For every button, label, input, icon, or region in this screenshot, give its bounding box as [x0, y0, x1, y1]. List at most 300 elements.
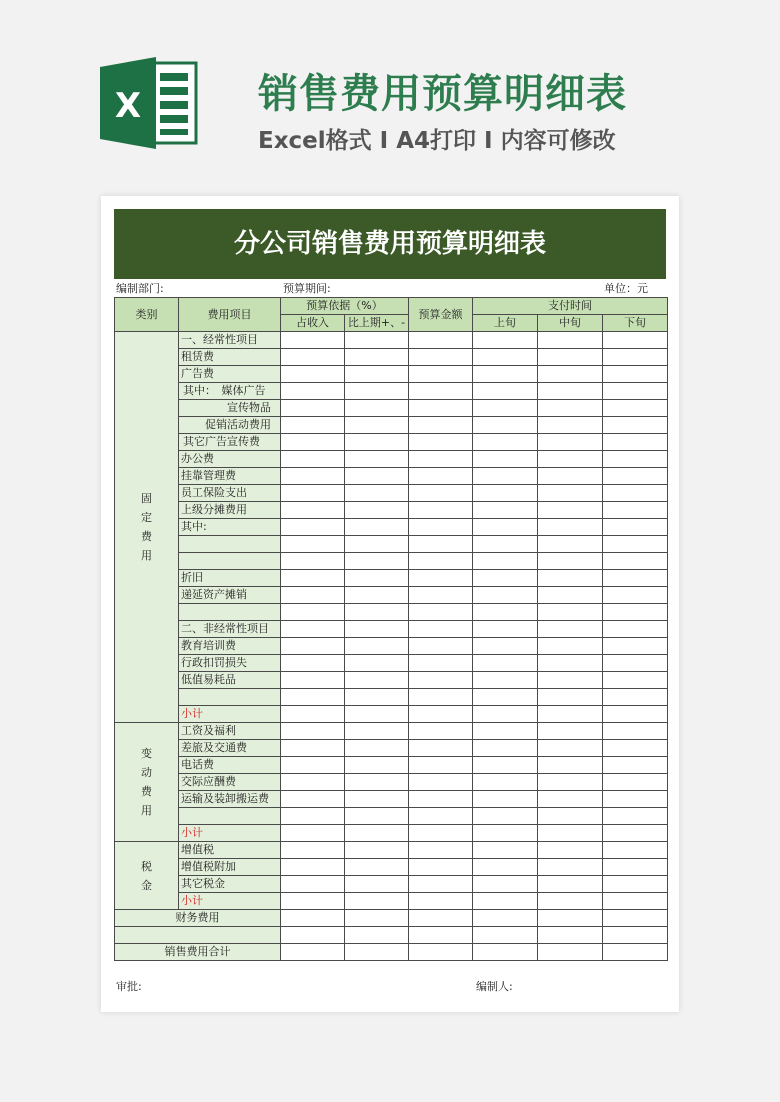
table-row	[115, 842, 668, 859]
table-row	[115, 332, 668, 349]
data-cell[interactable]	[538, 723, 603, 740]
data-cell[interactable]	[409, 638, 473, 655]
data-cell[interactable]	[538, 655, 603, 672]
data-cell[interactable]	[281, 383, 345, 400]
data-cell[interactable]	[603, 927, 668, 944]
data-cell[interactable]	[345, 910, 409, 927]
data-cell[interactable]	[538, 604, 603, 621]
data-cell[interactable]	[473, 706, 538, 723]
col-header-early: 上旬	[473, 315, 538, 332]
data-cell[interactable]	[538, 621, 603, 638]
data-cell[interactable]	[345, 655, 409, 672]
data-cell[interactable]	[603, 468, 668, 485]
data-cell[interactable]	[473, 485, 538, 502]
data-cell[interactable]	[281, 604, 345, 621]
data-cell[interactable]	[281, 859, 345, 876]
data-cell[interactable]	[603, 842, 668, 859]
data-cell[interactable]	[538, 400, 603, 417]
item-label: 其中： 媒体广告	[179, 383, 281, 400]
data-cell[interactable]	[281, 842, 345, 859]
data-cell[interactable]	[603, 859, 668, 876]
data-cell[interactable]	[345, 519, 409, 536]
excel-logo-icon	[100, 55, 198, 151]
data-cell[interactable]	[281, 485, 345, 502]
data-cell[interactable]	[473, 689, 538, 706]
table-row	[115, 502, 668, 519]
data-cell[interactable]	[473, 332, 538, 349]
table-row	[115, 876, 668, 893]
item-label: 挂靠管理费	[179, 468, 281, 485]
data-cell[interactable]	[538, 366, 603, 383]
table-row	[115, 655, 668, 672]
data-cell[interactable]	[473, 825, 538, 842]
data-cell[interactable]	[409, 842, 473, 859]
data-cell[interactable]	[409, 502, 473, 519]
data-cell[interactable]	[345, 672, 409, 689]
table-row	[115, 638, 668, 655]
data-cell[interactable]	[473, 757, 538, 774]
data-cell[interactable]	[409, 536, 473, 553]
col-header-basis: 预算依据（%）	[281, 298, 409, 315]
data-cell[interactable]	[345, 349, 409, 366]
data-cell[interactable]	[281, 519, 345, 536]
data-cell[interactable]	[281, 791, 345, 808]
dept-label: 编制部门:	[116, 282, 164, 295]
data-cell[interactable]	[409, 859, 473, 876]
data-cell[interactable]	[409, 366, 473, 383]
item-label: 一、经常性项目	[179, 332, 281, 349]
data-cell[interactable]	[603, 893, 668, 910]
subtotal-label: 小计	[179, 825, 281, 842]
data-cell[interactable]	[345, 400, 409, 417]
data-cell[interactable]	[409, 349, 473, 366]
data-cell[interactable]	[473, 366, 538, 383]
item-label	[179, 808, 281, 825]
data-cell[interactable]	[409, 434, 473, 451]
data-cell[interactable]	[473, 944, 538, 961]
data-cell[interactable]	[603, 706, 668, 723]
data-cell[interactable]	[281, 706, 345, 723]
data-cell[interactable]	[345, 723, 409, 740]
data-cell[interactable]	[473, 842, 538, 859]
data-cell[interactable]	[473, 723, 538, 740]
data-cell[interactable]	[473, 417, 538, 434]
data-cell[interactable]	[345, 553, 409, 570]
item-label	[179, 689, 281, 706]
data-cell[interactable]	[409, 383, 473, 400]
data-cell[interactable]	[538, 740, 603, 757]
item-label: 增值税	[179, 842, 281, 859]
data-cell[interactable]	[281, 434, 345, 451]
data-cell[interactable]	[603, 944, 668, 961]
data-cell[interactable]	[281, 757, 345, 774]
col-header-amount: 预算金额	[409, 298, 473, 332]
data-cell[interactable]	[538, 859, 603, 876]
data-cell[interactable]	[473, 672, 538, 689]
data-cell[interactable]	[538, 553, 603, 570]
data-cell[interactable]	[281, 876, 345, 893]
data-cell[interactable]	[473, 383, 538, 400]
data-cell[interactable]	[345, 332, 409, 349]
data-cell[interactable]	[409, 519, 473, 536]
data-cell[interactable]	[603, 451, 668, 468]
data-cell[interactable]	[281, 621, 345, 638]
data-cell[interactable]	[603, 655, 668, 672]
data-cell[interactable]	[345, 621, 409, 638]
data-cell[interactable]	[409, 893, 473, 910]
data-cell[interactable]	[473, 893, 538, 910]
data-cell[interactable]	[603, 485, 668, 502]
unit-label: 单位：元	[604, 282, 648, 295]
data-cell[interactable]	[345, 366, 409, 383]
item-label: 教育培训费	[179, 638, 281, 655]
data-cell[interactable]	[345, 689, 409, 706]
data-cell[interactable]	[409, 451, 473, 468]
data-cell[interactable]	[473, 536, 538, 553]
item-label: 行政扣罚损失	[179, 655, 281, 672]
data-cell[interactable]	[538, 910, 603, 927]
data-cell[interactable]	[409, 944, 473, 961]
item-label: 工资及福利	[179, 723, 281, 740]
data-cell[interactable]	[473, 927, 538, 944]
data-cell[interactable]	[538, 842, 603, 859]
data-cell[interactable]	[603, 553, 668, 570]
item-label: 宣传物品	[179, 400, 281, 417]
table-row	[115, 417, 668, 434]
data-cell[interactable]	[409, 774, 473, 791]
item-label: 交际应酬费	[179, 774, 281, 791]
data-cell[interactable]	[538, 927, 603, 944]
data-cell[interactable]	[345, 706, 409, 723]
data-cell[interactable]	[409, 417, 473, 434]
data-cell[interactable]	[538, 672, 603, 689]
data-cell[interactable]	[281, 468, 345, 485]
data-cell[interactable]	[345, 825, 409, 842]
data-cell[interactable]	[473, 570, 538, 587]
data-cell[interactable]	[538, 944, 603, 961]
data-cell[interactable]	[281, 910, 345, 927]
data-cell[interactable]	[473, 876, 538, 893]
data-cell[interactable]	[281, 808, 345, 825]
data-cell[interactable]	[473, 553, 538, 570]
data-cell[interactable]	[281, 570, 345, 587]
svg-text:X: X	[114, 86, 142, 126]
data-cell[interactable]	[281, 655, 345, 672]
data-cell[interactable]	[538, 383, 603, 400]
data-cell[interactable]	[409, 808, 473, 825]
data-cell[interactable]	[473, 587, 538, 604]
table-row	[115, 859, 668, 876]
table-row	[115, 570, 668, 587]
data-cell[interactable]	[603, 672, 668, 689]
data-cell[interactable]	[409, 604, 473, 621]
data-cell[interactable]	[473, 740, 538, 757]
data-cell[interactable]	[538, 485, 603, 502]
data-cell[interactable]	[603, 910, 668, 927]
data-cell[interactable]	[603, 519, 668, 536]
data-cell[interactable]	[538, 349, 603, 366]
data-cell[interactable]	[409, 825, 473, 842]
data-cell[interactable]	[603, 434, 668, 451]
subtotal-label: 小计	[179, 893, 281, 910]
data-cell[interactable]	[603, 587, 668, 604]
data-cell[interactable]	[538, 757, 603, 774]
data-cell[interactable]	[603, 621, 668, 638]
page-title: 销售费用预算明细表	[258, 71, 627, 117]
item-label: 增值税附加	[179, 859, 281, 876]
data-cell[interactable]	[603, 502, 668, 519]
data-cell[interactable]	[409, 927, 473, 944]
data-cell[interactable]	[345, 791, 409, 808]
data-cell[interactable]	[345, 434, 409, 451]
approve-label: 审批:	[116, 980, 142, 993]
data-cell[interactable]	[473, 400, 538, 417]
data-cell[interactable]	[281, 927, 345, 944]
data-cell[interactable]	[345, 842, 409, 859]
data-cell[interactable]	[345, 876, 409, 893]
data-cell[interactable]	[345, 808, 409, 825]
item-label: 广告费	[179, 366, 281, 383]
data-cell[interactable]	[603, 808, 668, 825]
data-cell[interactable]	[409, 485, 473, 502]
data-cell[interactable]	[345, 383, 409, 400]
data-cell[interactable]	[538, 519, 603, 536]
item-label: 低值易耗品	[179, 672, 281, 689]
data-cell[interactable]	[603, 876, 668, 893]
data-cell[interactable]	[473, 808, 538, 825]
data-cell[interactable]	[345, 451, 409, 468]
data-cell[interactable]	[538, 536, 603, 553]
data-cell[interactable]	[603, 825, 668, 842]
data-cell[interactable]	[345, 536, 409, 553]
data-cell[interactable]	[345, 893, 409, 910]
finance-cost-label: 财务费用	[115, 910, 281, 927]
data-cell[interactable]	[345, 774, 409, 791]
data-cell[interactable]	[409, 723, 473, 740]
data-cell[interactable]	[538, 434, 603, 451]
table-row	[115, 910, 668, 927]
subtotal-label: 小计	[179, 706, 281, 723]
data-cell[interactable]	[345, 502, 409, 519]
data-cell[interactable]	[409, 706, 473, 723]
data-cell[interactable]	[281, 740, 345, 757]
data-cell[interactable]	[345, 570, 409, 587]
table-row	[115, 791, 668, 808]
data-cell[interactable]	[603, 604, 668, 621]
category-cell-fixed: 固定费用	[115, 332, 179, 723]
data-cell[interactable]	[345, 485, 409, 502]
data-cell[interactable]	[603, 723, 668, 740]
table-row	[115, 349, 668, 366]
data-cell[interactable]	[473, 655, 538, 672]
data-cell[interactable]	[538, 417, 603, 434]
data-cell[interactable]	[538, 638, 603, 655]
data-cell[interactable]	[345, 927, 409, 944]
data-cell[interactable]	[281, 774, 345, 791]
data-cell[interactable]	[473, 349, 538, 366]
col-header-category: 类别	[115, 298, 179, 332]
data-cell[interactable]	[345, 757, 409, 774]
table-row	[115, 944, 668, 961]
data-cell[interactable]	[473, 451, 538, 468]
table-row	[115, 468, 668, 485]
data-cell[interactable]	[603, 740, 668, 757]
data-cell[interactable]	[281, 536, 345, 553]
data-cell[interactable]	[603, 757, 668, 774]
page-subtitle: Excel格式 Ⅰ A4打印 Ⅰ 内容可修改	[258, 128, 616, 154]
data-cell[interactable]	[281, 332, 345, 349]
data-cell[interactable]	[281, 723, 345, 740]
data-cell[interactable]	[473, 502, 538, 519]
data-cell[interactable]	[409, 570, 473, 587]
table-row	[115, 553, 668, 570]
sheet-title-banner: 分公司销售费用预算明细表	[114, 209, 666, 279]
data-cell[interactable]	[345, 859, 409, 876]
col-header-basis-income: 占收入	[281, 315, 345, 332]
table-row	[115, 366, 668, 383]
data-cell[interactable]	[538, 570, 603, 587]
data-cell[interactable]	[345, 587, 409, 604]
data-cell[interactable]	[473, 638, 538, 655]
data-cell[interactable]	[473, 604, 538, 621]
data-cell[interactable]	[409, 332, 473, 349]
table-row	[115, 451, 668, 468]
data-cell[interactable]	[603, 570, 668, 587]
data-cell[interactable]	[281, 451, 345, 468]
data-cell[interactable]	[538, 876, 603, 893]
data-cell[interactable]	[473, 910, 538, 927]
table-row	[115, 723, 668, 740]
table-row	[115, 519, 668, 536]
data-cell[interactable]	[409, 587, 473, 604]
data-cell[interactable]	[603, 349, 668, 366]
data-cell[interactable]	[538, 451, 603, 468]
category-cell-tax: 税金	[115, 842, 179, 910]
data-cell[interactable]	[603, 774, 668, 791]
data-cell[interactable]	[603, 638, 668, 655]
data-cell[interactable]	[281, 502, 345, 519]
data-cell[interactable]	[473, 519, 538, 536]
data-cell[interactable]	[345, 417, 409, 434]
data-cell[interactable]	[538, 893, 603, 910]
data-cell[interactable]	[281, 689, 345, 706]
data-cell[interactable]	[538, 332, 603, 349]
table-row	[115, 893, 668, 910]
table-row	[115, 757, 668, 774]
data-cell[interactable]	[473, 859, 538, 876]
data-cell[interactable]	[409, 689, 473, 706]
col-header-pay-time: 支付时间	[473, 298, 668, 315]
data-cell[interactable]	[603, 366, 668, 383]
item-label: 促销活动费用	[179, 417, 281, 434]
data-cell[interactable]	[345, 468, 409, 485]
data-cell[interactable]	[281, 553, 345, 570]
period-label: 预算期间:	[283, 282, 331, 295]
item-label: 递延资产摊销	[179, 587, 281, 604]
data-cell[interactable]	[345, 740, 409, 757]
item-label: 差旅及交通费	[179, 740, 281, 757]
table-row	[115, 400, 668, 417]
table-row	[115, 774, 668, 791]
data-cell[interactable]	[281, 825, 345, 842]
data-cell[interactable]	[538, 689, 603, 706]
item-label: 其它广告宣传费	[179, 434, 281, 451]
data-cell[interactable]	[281, 417, 345, 434]
data-cell[interactable]	[473, 621, 538, 638]
data-cell[interactable]	[409, 553, 473, 570]
data-cell[interactable]	[281, 366, 345, 383]
item-label: 上级分摊费用	[179, 502, 281, 519]
data-cell[interactable]	[538, 825, 603, 842]
item-label	[179, 604, 281, 621]
data-cell[interactable]	[281, 587, 345, 604]
data-cell[interactable]	[538, 706, 603, 723]
item-label: 员工保险支出	[179, 485, 281, 502]
item-label: 其它税金	[179, 876, 281, 893]
data-cell[interactable]	[603, 536, 668, 553]
data-cell[interactable]	[473, 791, 538, 808]
table-row	[115, 621, 668, 638]
data-cell[interactable]	[603, 791, 668, 808]
table-row	[115, 706, 668, 723]
table-row	[115, 808, 668, 825]
data-cell[interactable]	[409, 621, 473, 638]
table-row	[115, 587, 668, 604]
data-cell[interactable]	[538, 791, 603, 808]
data-cell[interactable]	[409, 400, 473, 417]
data-cell[interactable]	[281, 349, 345, 366]
table-row	[115, 825, 668, 842]
data-cell[interactable]	[538, 774, 603, 791]
table-row	[115, 434, 668, 451]
budget-table	[114, 297, 668, 961]
data-cell[interactable]	[603, 332, 668, 349]
category-cell-variable: 变动费用	[115, 723, 179, 842]
data-cell[interactable]	[281, 400, 345, 417]
data-cell[interactable]	[538, 808, 603, 825]
data-cell[interactable]	[538, 468, 603, 485]
table-row	[115, 672, 668, 689]
data-cell[interactable]	[538, 502, 603, 519]
data-cell[interactable]	[603, 417, 668, 434]
data-cell[interactable]	[281, 672, 345, 689]
data-cell[interactable]	[409, 655, 473, 672]
data-cell[interactable]	[473, 434, 538, 451]
data-cell[interactable]	[409, 740, 473, 757]
data-cell[interactable]	[603, 383, 668, 400]
col-header-item: 费用项目	[179, 298, 281, 332]
data-cell[interactable]	[345, 944, 409, 961]
data-cell[interactable]	[409, 468, 473, 485]
table-row	[115, 536, 668, 553]
data-cell[interactable]	[409, 757, 473, 774]
data-cell[interactable]	[473, 468, 538, 485]
data-cell[interactable]	[409, 876, 473, 893]
data-cell[interactable]	[281, 893, 345, 910]
data-cell[interactable]	[538, 587, 603, 604]
data-cell[interactable]	[603, 400, 668, 417]
data-cell[interactable]	[409, 791, 473, 808]
data-cell[interactable]	[603, 689, 668, 706]
data-cell[interactable]	[345, 638, 409, 655]
data-cell[interactable]	[409, 672, 473, 689]
table-row	[115, 927, 668, 944]
data-cell[interactable]	[345, 604, 409, 621]
data-cell[interactable]	[409, 910, 473, 927]
data-cell[interactable]	[281, 638, 345, 655]
data-cell[interactable]	[473, 774, 538, 791]
data-cell[interactable]	[281, 944, 345, 961]
